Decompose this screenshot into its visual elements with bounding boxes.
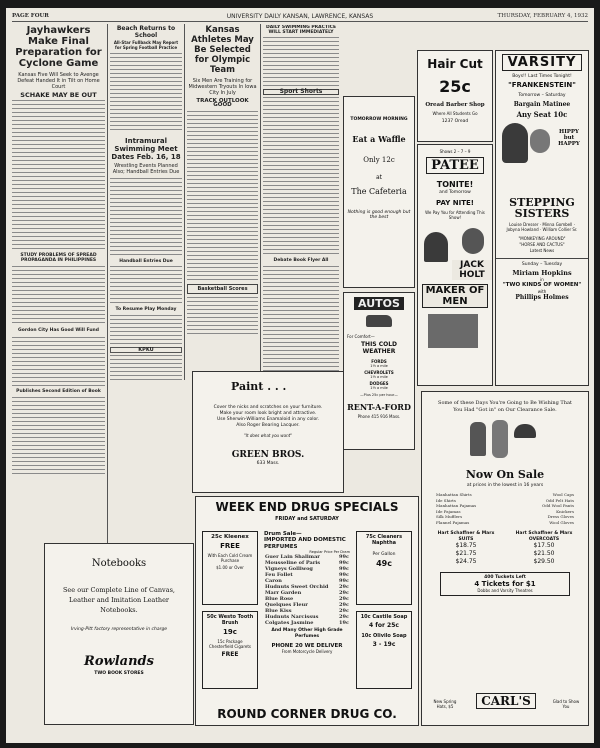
- price-item: $18.75: [455, 542, 477, 549]
- offer-price: 4 Tickets for $1: [474, 580, 536, 588]
- car-illustration: [366, 315, 392, 327]
- article-headline-5: KPKU: [110, 347, 182, 353]
- price-item: $21.75: [455, 550, 477, 557]
- naphtha-special: [356, 531, 412, 605]
- price-item: $24.75: [455, 558, 477, 565]
- product-note: 15c Package Chesterfield Cigarets: [208, 639, 251, 649]
- film-title: MAKER OF MEN: [422, 284, 488, 308]
- product-note: $1.00 or Over: [216, 565, 244, 570]
- rowlands-notebooks-ad: [44, 543, 194, 725]
- perfume-price: 99c: [338, 572, 349, 578]
- product-price: 3 - 19c: [372, 641, 396, 648]
- article-headline: Jayhawkers Make Final Preparation for Cyclone Game: [15, 25, 102, 69]
- perfume-name: Vigneys Golliwog: [265, 566, 313, 572]
- ad-line: We Pay You for Attending This Show!: [425, 210, 485, 220]
- star-name: Phillips Holmes: [515, 293, 569, 301]
- sale-title: Now On Sale: [465, 468, 545, 481]
- perfume-price: 29c: [338, 602, 349, 608]
- tagline: HIPPY but HAPPY: [558, 129, 580, 147]
- movie-illustration: [496, 119, 588, 197]
- article-subhead-2: TRACK OUTLOOK GOOD: [196, 98, 249, 109]
- product-price: 4 for 25c: [369, 622, 399, 629]
- perfume-price: 99c: [338, 560, 349, 566]
- round-corner-drug-ad: [195, 496, 419, 726]
- article-headline-3: Debate Book Flyer All: [273, 258, 329, 264]
- list-item: Odd Felt Hats: [545, 497, 574, 503]
- price-item: $17.50: [533, 542, 555, 549]
- perfume-price-table: [264, 554, 350, 626]
- offer-line: Dobbs and Varsity Theatres: [477, 588, 533, 593]
- perfume-price: 99c: [338, 578, 349, 584]
- soap-special: [356, 611, 412, 689]
- ad-line: For Comfort—: [347, 334, 375, 339]
- price-heading: Hart Schaffner & Marx OVERCOATS: [515, 531, 573, 542]
- ad-line: From Motorcycle Delivery: [281, 649, 333, 654]
- perfume-name: Hudnuts Sweet Orchid: [265, 584, 329, 590]
- article-headline: DAILY SWIMMING PRACTICE WILL START IMMEDIATELY: [265, 25, 337, 35]
- perfume-name: Blue Kiss: [265, 608, 292, 614]
- list-item: Knickers: [556, 508, 574, 514]
- list-item: Silk Mufflers: [436, 514, 463, 519]
- kleenex-special: [202, 531, 258, 605]
- ad-line: Where All Students Go: [432, 111, 478, 116]
- list-item: Manhattan Pajamas: [436, 503, 477, 508]
- ad-line: New Spring Hats, $5: [433, 699, 457, 709]
- list-item: Wool Caps: [552, 492, 574, 497]
- movie-illustration: [418, 224, 492, 354]
- perfume-name: Guer Lain Shalimar: [265, 554, 320, 560]
- product-price: 49c: [376, 559, 392, 568]
- list-item: Wool Gloves: [549, 519, 574, 525]
- cast-list: Louise Dresser · Minna Gombell · Jobyna Howland · William Collier Sr.: [506, 222, 578, 232]
- ad-brand: CARL'S: [476, 693, 536, 709]
- perfume-price: 29c: [338, 596, 349, 602]
- page-header: [12, 11, 588, 22]
- article-headline: Kansas Athletes May Be Selected for Olympic Team: [191, 25, 254, 75]
- article-headline-4: Publishes Second Edition of Book: [16, 388, 101, 394]
- barber-shop-ad: [417, 50, 493, 142]
- product-note: Per Gallon: [372, 552, 396, 557]
- cafeteria-ad: [343, 96, 415, 288]
- basketball-scores-box: Basketball Scores: [187, 284, 258, 294]
- ad-line: FRIDAY and SATURDAY: [275, 516, 339, 522]
- ad-item: FORDS: [371, 359, 387, 364]
- article-headline-2: Sport Shorts: [263, 89, 339, 95]
- product-name: 25c Kleenex: [211, 534, 249, 540]
- ad-line: THIS COLD WEATHER: [360, 341, 398, 355]
- list-item: Dress Gloves: [547, 514, 574, 519]
- ad-brand: PATEE: [426, 157, 484, 174]
- hats-illustration: [422, 418, 588, 462]
- ad-footer: [422, 693, 588, 719]
- ad-line: at prices in the lowest in 16 years: [466, 483, 544, 488]
- article-subhead: Kansas Five Will Seek to Avenge Defeat Handed It in Tilt on Home Court: [17, 72, 100, 90]
- ad-line: Also Roger Bearing Lacquer.: [236, 423, 300, 428]
- ad-brand: VARSITY: [502, 54, 582, 71]
- price-item: $21.50: [533, 550, 555, 557]
- ad-brand: RENT-A-FORD: [347, 402, 411, 412]
- product-price: FREE: [221, 651, 239, 658]
- sale-note: Regular Price Per Dram: [309, 550, 350, 554]
- article-headline-2: STUDY PROBLEMS OF SPREAD PROPAGANDA IN PHILIPPINES: [20, 253, 97, 264]
- perfume-name: Marr Garden: [265, 590, 302, 596]
- column-4: [263, 25, 339, 380]
- ad-item: CHEVROLETS: [364, 370, 394, 375]
- column-3: [187, 25, 258, 380]
- ad-line: Eat a Waffle: [352, 134, 406, 144]
- film-title: "FRANKENSTEIN": [508, 81, 576, 89]
- column-1: [12, 25, 105, 535]
- ad-line: Tomorrow – Saturday: [518, 93, 566, 98]
- carls-clearance-ad: [421, 391, 589, 726]
- column-2: [110, 25, 182, 380]
- ad-phone: Phone 415 916 Mass.: [357, 414, 401, 419]
- ad-line: Irving-Pitt factory representative in charge: [70, 627, 168, 632]
- product-name: 75c Cleaners Naphtha: [365, 534, 403, 546]
- perfume-name: Caron: [265, 578, 282, 584]
- article-subhead-2: SCHAKE MAY BE OUT: [20, 91, 97, 99]
- article-subhead-2: Wrestling Events Planned Also; Handball Entries Due: [112, 163, 180, 175]
- article-headline-4: To Resume Play Monday: [115, 307, 177, 313]
- offer-line: 400 Tuckets Left: [484, 575, 526, 580]
- product-price: 19c: [223, 628, 237, 636]
- sale-title: IMPORTED AND DOMESTIC PERFUMES: [264, 537, 346, 550]
- rent-a-ford-ad: [343, 292, 415, 450]
- page-number: PAGE FOUR: [12, 13, 49, 19]
- list-item: Odd Wool Pants: [541, 503, 574, 508]
- article-headline: Beach Returns to School: [116, 25, 176, 39]
- perfume-price: 19c: [338, 620, 349, 626]
- product-name: 10c Olivilo Soap: [361, 633, 407, 639]
- ad-brand: ROUND CORNER DRUG CO.: [217, 707, 397, 721]
- perfume-price: 29c: [338, 590, 349, 596]
- issue-date: THURSDAY, FEBRUARY 4, 1932: [497, 13, 588, 19]
- list-item: Ide Pajamas: [436, 508, 461, 514]
- perfume-sale: [264, 531, 350, 654]
- ad-tagline: Nothing is good enough but the best: [347, 210, 411, 220]
- ad-line: Boys!! Last Times Tonight!: [512, 74, 572, 79]
- ad-line: —Plus 25c per hour—: [360, 393, 398, 397]
- list-item: Flannel Pajamas: [436, 519, 470, 525]
- ad-brand: Rowlands: [84, 654, 154, 669]
- ticket-offer: [440, 572, 570, 596]
- perfume-name: Quelques Fleur: [265, 602, 308, 608]
- perfume-name: Blue Rose: [265, 596, 294, 602]
- product-note: With Each Cold Cream Purchase: [207, 553, 253, 563]
- ad-line: Some of these Days You're Going to Be Wishing That You Had "Got in" on Our Clearance Sale.: [438, 400, 572, 413]
- ad-line: Bargain Matinee: [513, 101, 571, 108]
- sale-note: And Many Other High Grade Perfumes: [271, 628, 343, 639]
- perfume-row: [264, 620, 350, 626]
- article-headline-3: Gordon City Has Good Will Fund: [18, 328, 99, 334]
- ad-price: 1½ a mile: [370, 364, 388, 368]
- patee-theatre-ad: [417, 144, 493, 386]
- ad-line: "HORSE AND CACTUS": [519, 242, 565, 247]
- product-name: 10c Castile Soap: [360, 614, 408, 620]
- article-headline-3: Handball Entries Due: [119, 259, 173, 264]
- ad-line: TWO BOOK STORES: [94, 671, 144, 676]
- ad-line: "MONKEYING AROUND": [518, 236, 566, 241]
- perfume-price: 99c: [338, 566, 349, 572]
- suits-prices: [436, 531, 496, 566]
- ad-line: PAY NITE!: [436, 199, 474, 207]
- ad-price: Any Seat 10c: [516, 110, 568, 119]
- ad-address: 633 Mass.: [256, 461, 280, 466]
- item-lists: [436, 492, 574, 525]
- price-heading: Hart Schaffner & Marx SUITS: [437, 531, 495, 542]
- ad-title: Hair Cut: [427, 57, 483, 71]
- ad-line: Latest News: [529, 248, 555, 253]
- ad-line: TONITE!: [436, 180, 474, 189]
- perfume-price: 29c: [338, 584, 349, 590]
- sale-title: Drum Sale—: [264, 531, 302, 537]
- ad-line: Glad to Show You: [552, 699, 580, 709]
- product-name: 50c Westo Tooth Brush: [206, 614, 254, 626]
- ad-brand: GREEN BROS.: [231, 450, 305, 460]
- overcoat-prices: [514, 531, 574, 566]
- ad-line: See our Complete Line of Canvas, Leather and Imitation Leather Notebooks.: [62, 586, 175, 614]
- price-item: $29.50: [533, 558, 555, 565]
- ad-title: WEEK END DRUG SPECIALS: [215, 500, 399, 514]
- list-item: Manhattan Shirts: [436, 492, 472, 497]
- ad-price: Only 12c: [363, 156, 395, 164]
- ad-phone: PHONE 20 WE DELIVER: [271, 643, 343, 649]
- ad-item: DODGES: [369, 381, 389, 386]
- perfume-name: Feu Follet: [265, 572, 293, 578]
- perfume-name: Hudnuts Narcissus: [265, 614, 319, 620]
- list-item: Ide Shirts: [436, 497, 456, 503]
- ad-line: Shows 2 – 7 – 9: [439, 149, 471, 154]
- newspaper-page: [6, 8, 594, 743]
- ad-title: Notebooks: [91, 558, 147, 569]
- perfume-price: 99c: [338, 554, 349, 560]
- ad-line: Sunday – Tuesday: [496, 258, 588, 267]
- ad-brand: Oread Barber Shop: [425, 102, 485, 108]
- green-bros-paint-ad: [192, 371, 344, 493]
- left-specials: [202, 531, 258, 689]
- ad-line: at: [375, 174, 383, 181]
- ad-title: AUTOS: [354, 297, 404, 310]
- star-name: JACK HOLT: [452, 260, 492, 280]
- ad-price: 1½ a mile: [370, 375, 388, 379]
- ad-tagline: "It does what you want": [243, 433, 293, 438]
- ad-price: 25c: [439, 77, 471, 96]
- perfume-name: Colgates Jasmine: [265, 620, 314, 626]
- article-subhead: All-Star Fullback May Report for Spring Football Practice: [113, 40, 179, 50]
- ad-brand: The Cafeteria: [351, 187, 407, 196]
- ad-line: and Tomorrow: [439, 190, 471, 195]
- perfume-price: 29c: [338, 614, 349, 620]
- star-name: Miriam Hopkins: [512, 269, 572, 277]
- article-headline-2: Intramural Swimming Meet Dates Feb. 16, 18: [111, 137, 181, 161]
- film-title: STEPPING SISTERS: [509, 196, 575, 220]
- ad-price: 1½ a mile: [370, 386, 388, 390]
- varsity-theatre-ad: [495, 50, 589, 386]
- article-subhead: Six Men Are Training for Midwestern Tryouts In Iowa City In July: [188, 78, 257, 96]
- accessory-list: [542, 492, 574, 525]
- ad-line: in: [540, 277, 544, 282]
- right-specials: [356, 531, 412, 689]
- perfume-price: 29c: [338, 608, 349, 614]
- product-price: FREE: [220, 542, 240, 550]
- toothbrush-special: [202, 611, 258, 689]
- masthead: UNIVERSITY DAILY KANSAN, LAWRENCE, KANSAS: [226, 13, 374, 20]
- ad-line: Cover the nicks and scratches on your furniture.: [213, 405, 323, 410]
- ad-address: 1237 Oread: [441, 119, 469, 124]
- ad-line: Make your room look bright and attractive.: [219, 411, 317, 416]
- ad-line: TOMORROW MORNING: [350, 117, 408, 122]
- film-title: "TWO KINDS OF WOMEN": [502, 282, 582, 288]
- ad-line: with: [537, 288, 547, 294]
- price-lists: [436, 531, 574, 566]
- ad-line: Use Sherwin-Williams Enamaloid in any color.: [216, 417, 320, 422]
- shirt-list: [436, 492, 476, 525]
- ad-title: Paint . . .: [231, 380, 287, 393]
- perfume-name: Mousseline of Paris: [265, 560, 321, 566]
